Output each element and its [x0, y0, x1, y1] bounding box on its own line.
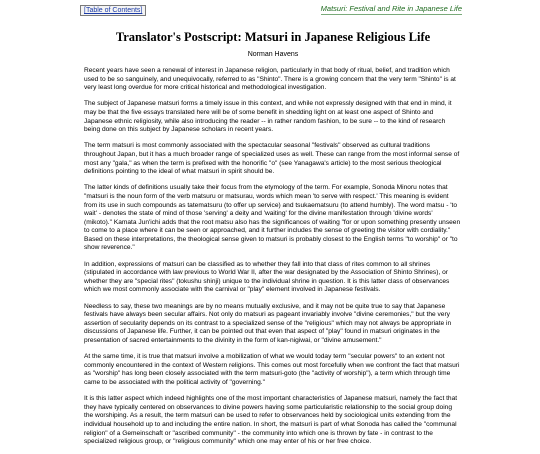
table-of-contents-button[interactable]: [80, 5, 146, 16]
paragraph-7: At the same time, it is true that matsuri involve a mobilization of what we would today term "secular powers" to an extent not commonly encountered in the context of Western religions. This comes out most forcefully when we confront the fact that matsuri as "worship" has long been closely associated with the term matsuri-goto (the "activity of worship"), a term which through time came to be associated with the political activity of "governing.": [84, 353, 460, 386]
paragraph-6: Needless to say, these two meanings are by no means mutually exclusive, and it may not be quite true to say that Japanese festivals have always been secular affairs. Not only do matsuri as pageant invariably involve "divine ceremonies," but the very assertion of secularity depends on its contrast to a specialized sense of the "religious" which may not always be appropriate in discussions of Japanese life. Further, it can be pointed out that even that aspect of "play" found in matsuri originates in the presentation of sacred entertainments to the divinity in the form of kan-nigiwai, or "divine amusement.": [84, 302, 452, 344]
article-body: [84, 26, 462, 454]
article-author: Norman Havens: [247, 51, 299, 58]
paragraph-5: In addition, expressions of matsuri can be classified as to whether they fall into that class of rites common to all shrines (stipulated in accordance with law previous to World War II, after the war designated by the Association of Shinto Shrines), or whether they are "special rites" (tokushu shinji) unique to the individual shrine in question. It is this latter class of observances which we most commonly associate with the carnival or "play" element involved in Japanese festivals.: [84, 260, 450, 294]
running-title: Matsuri: Festival and Rite in Japanese Life: [320, 4, 462, 13]
paragraph-3: The term matsuri is most commonly associated with the spectacular seasonal "festivals" observed as cultural traditions throughout Japan, but it has a much broader range of specialized uses as well. These can range from the most informal sense of most any "gala," as when the term is prefixed with the honorific "o" (see Yanagawa's article) to the most serious theological definitions pointing to the ideal of what matsuri in spirit should be.: [84, 142, 460, 176]
paragraph-1: Recent years have seen a renewal of interest in Japanese religion, particularly in that body of ritual, belief, and tradition which used to be so sanguinely, and unequivocally, referred to as "Shinto". There is a growing concern that the very term "Shinto" is at very least long overdue for more critical historical and methodological investigation.: [84, 67, 456, 92]
table-of-contents-link[interactable]: [Table of Contents]: [84, 7, 143, 14]
top-bar: [0, 0, 540, 17]
paragraph-4: The latter kinds of definitions usually take their focus from the etymology of the term. For example, Sonoda Minoru notes that "matsuri is the noun form of the verb matsuru or matsurau, words which mean 'to serve with respect.' This meaning is evident from its use in such compounds as tatematsuru (to offer up service) and tsukaematsuru (to attend humbly). The word matsu - 'to wait' - denotes the state of mind of those 'serving' a deity and 'waiting' for the divine manifestation through 'divine words' (mikoto)." Kamata Jun'ichi adds that the root matsu also has the significances of waiting "for or upon something presently unseen to come to a place where it can be seen or approached, and it further includes the sense of greeting the visitor with cordiality." Based on these interpretations, the theological sense given to matsuri is probably closest to the English terms "to worship" or "to show reverence.": [84, 184, 461, 252]
paragraph-8: It is this latter aspect which indeed highlights one of the most important characteristics of Japanese matsuri, namely the fact that they have typically centered on observances to divine powers having some particularistic relationship to the social group doing the worshiping. As a result, the term matsuri can be used to refer to observances held by sociological units extending from the individual household up to and including the entire nation. In short, the matsuri is part of what Sonoda has called the "communal religion" of a Gemeinschaft or "ascribed community" - the community into which one is thrown by fate - in contrast to the specialized religious group, or "religious community" which one may enter of his or her free choice.: [84, 395, 458, 446]
paragraph-2: The subject of Japanese matsuri forms a timely issue in this context, and while not expressly designed with that end in mind, it may be that the five essays translated here will be of some benefit in shedding light on at least one aspect of Shinto and Japanese ethnic religiosity, while also introducing the reader -- in rather random fashion, to be sure -- to the kind of research being done on this subject by Japanese scholars in recent years.: [84, 100, 452, 134]
article-title: Translator's Postscript: Matsuri in Japanese Religious Life: [115, 30, 431, 44]
